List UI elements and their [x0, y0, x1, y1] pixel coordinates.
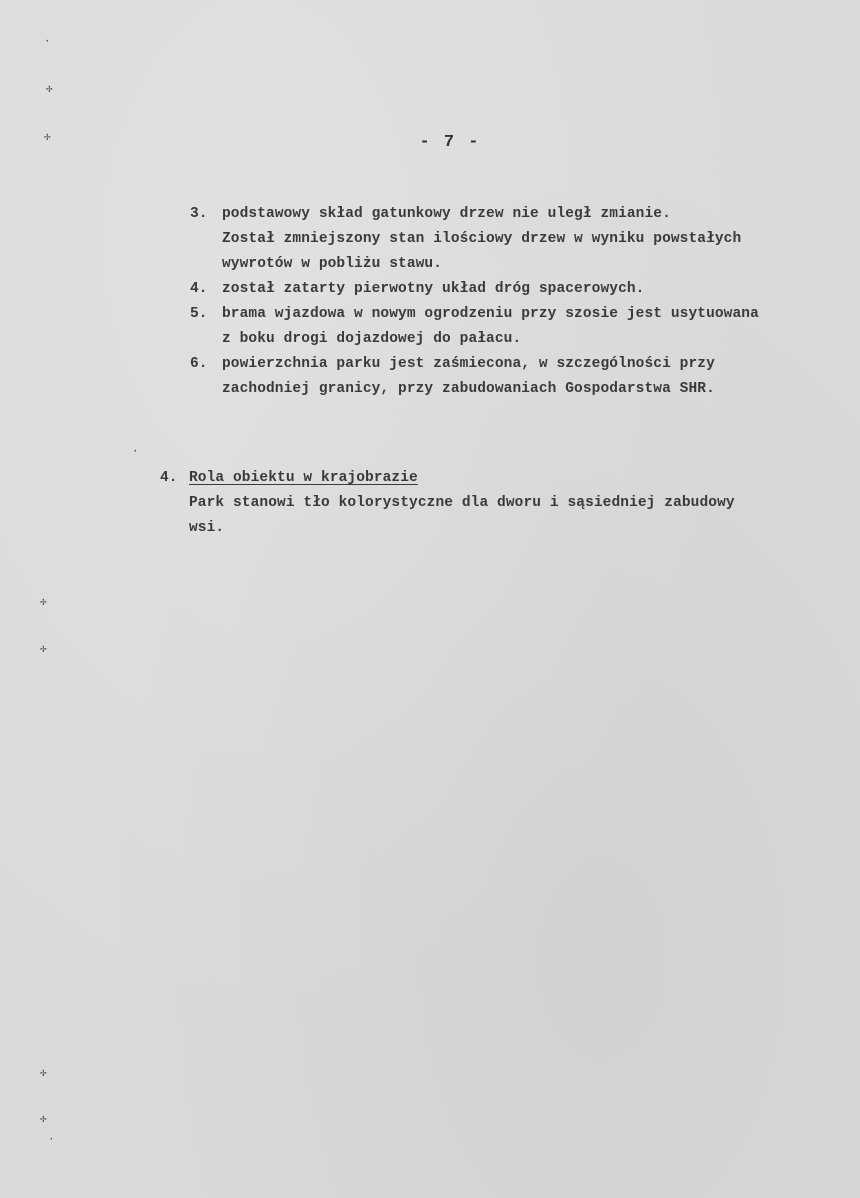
list-item-text: powierzchnia parku jest zaśmiecona, w szczególności przy — [222, 356, 715, 372]
section-text: Park stanowi tło kolorystyczne dla dworu i sąsiedniej zabudowy — [189, 495, 735, 511]
list-item-number: 3. — [190, 206, 208, 222]
list-item-number: 6. — [190, 356, 208, 372]
list-item-text: podstawowy skład gatunkowy drzew nie uległ zmianie. — [222, 206, 671, 222]
list-item-text: z boku drogi dojazdowej do pałacu. — [222, 331, 522, 347]
list-item — [190, 202, 759, 277]
list-item — [190, 277, 759, 302]
margin-mark-icon: ✢ — [44, 132, 51, 144]
list-item — [190, 352, 759, 402]
list-item-number: 5. — [190, 306, 208, 322]
margin-mark-icon: ✢ — [40, 1114, 47, 1126]
speck-mark-icon: · — [132, 446, 139, 458]
list-item-text: brama wjazdowa w nowym ogrodzeniu przy szosie jest usytuowana — [222, 306, 759, 322]
section-header — [160, 466, 735, 491]
list-item-text: został zatarty pierwotny układ dróg spacerowych. — [222, 281, 645, 297]
margin-mark-icon: ✢ — [40, 1068, 47, 1080]
section-body — [160, 491, 735, 541]
margin-mark-icon: ✢ — [46, 84, 53, 96]
margin-mark-icon: ✢ — [40, 644, 47, 656]
list-item-text: Został zmniejszony stan ilościowy drzew w wyniku powstałych — [222, 231, 742, 247]
section-landscape-role — [160, 466, 735, 541]
list-item-text: zachodniej granicy, przy zabudowaniach Gospodarstwa SHR. — [222, 381, 715, 397]
list-item-text: wywrotów w pobliżu stawu. — [222, 256, 443, 272]
margin-mark-icon: ✢ — [40, 597, 47, 609]
section-heading: Rola obiektu w krajobrazie — [189, 470, 418, 486]
margin-mark-icon: · — [48, 1134, 55, 1146]
page-number: - 7 - — [419, 133, 481, 152]
section-text: wsi. — [189, 520, 225, 536]
list-item-number: 4. — [190, 281, 208, 297]
findings-list — [190, 202, 759, 402]
list-item — [190, 302, 759, 352]
margin-mark-icon: · — [44, 36, 51, 48]
section-number: 4. — [160, 470, 178, 486]
